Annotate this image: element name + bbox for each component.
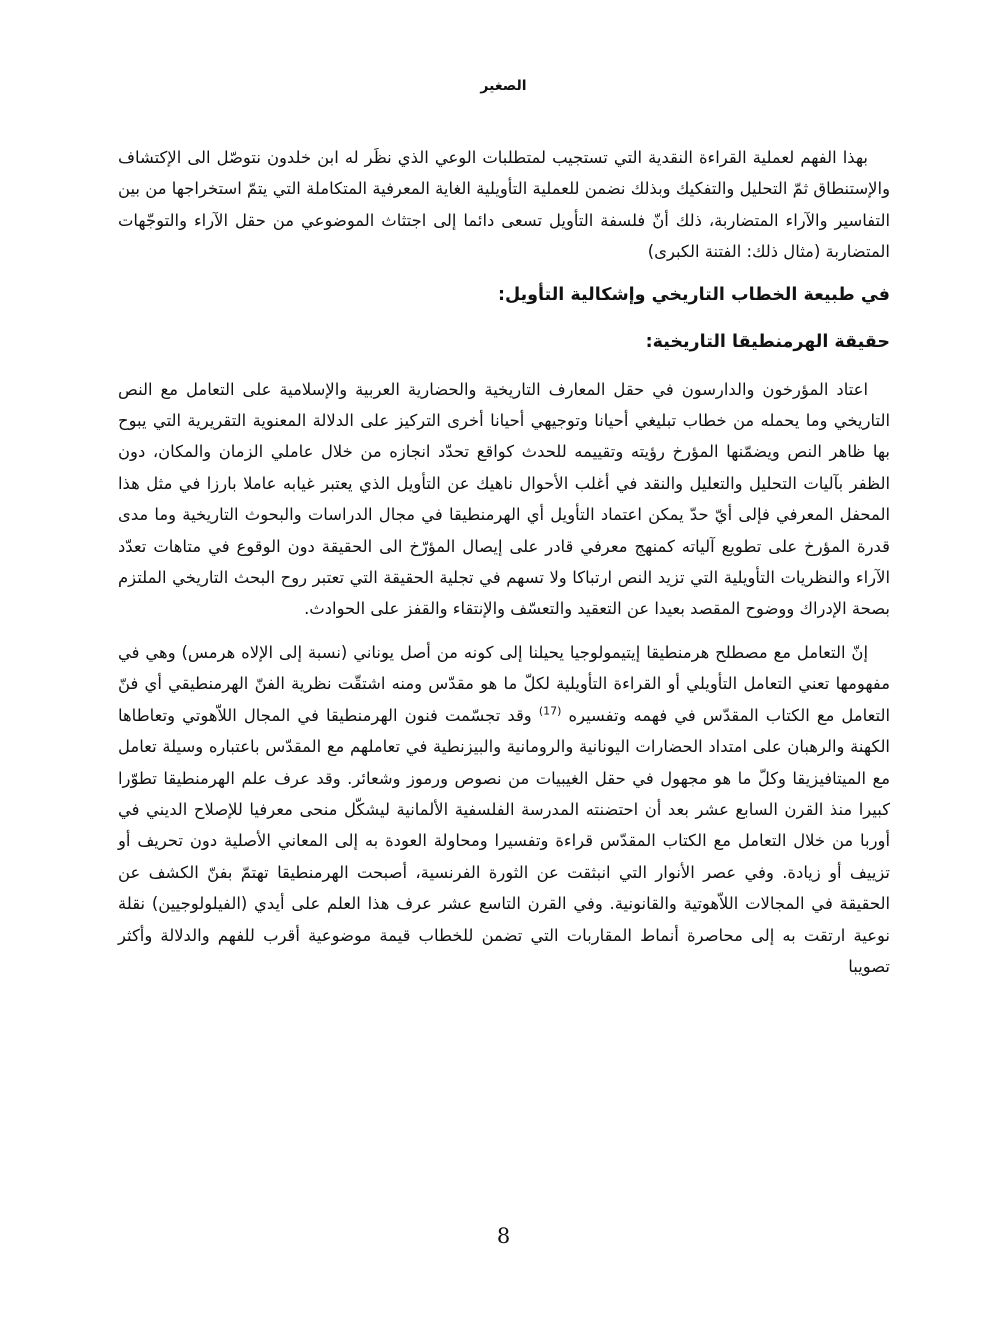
paragraph-hermeneutics-part1: إنّ التعامل مع مصطلح هرمنطيقا إيتيمولوجيا يحيلنا إلى كونه من أصل يوناني (نسبة إلى الإلاه هرمس) وهي في مفهومها تعني التعامل التأويلي أو القراءة التأويلية لكلّ ما هو مقدّس ومنه اشتقّت نظرية الفنّ الهرمنطيقي أي فنّ التعامل مع الكتاب المقدّس في فهمه وتفسيره xyxy=(118,642,890,725)
section-heading: في طبيعة الخطاب التاريخي وإشكالية التأويل: xyxy=(497,284,890,305)
subsection-heading: حقيقة الهرمنطيقا التاريخية: xyxy=(645,331,890,352)
paragraph-intro: بهذا الفهم لعملية القراءة النقدية التي تستجيب لمتطلبات الوعي الذي نظَر له ابن خلدون نتوصّل الى الإكتشاف والإستنطاق ثمّ التحليل والتفكيك وبذلك نضمن للعملية التأويلية الغاية المعرفية المتكاملة التي يتمّ استخراجها من بين التفاسير والآراء المتضاربة، ذلك أنّ فلسفة التأويل تسعى دائما إلى اجتثاث الموضوعي من حقل الآراء والتوجّهات المتضاربة (مثال ذلك: الفتنة الكبرى) xyxy=(118,148,890,262)
running-header: الصغير xyxy=(480,78,527,94)
page-number: 8 xyxy=(496,1224,511,1248)
paragraph-hermeneutics xyxy=(118,637,890,982)
footnote-reference: (17) xyxy=(538,704,562,718)
paragraph-hermeneutics-part2: وقد تجسّمت فنون الهرمنطيقا في المجال اللاّهوتي وتعاطاها الكهنة والرهبان على امتداد الحضارات اليونانية والرومانية والبيزنطية في تعاملهم مع المقدّس باعتباره وسيلة تعامل مع الميتافيزيقا وكلّ ما هو مجهول في حقل الغيبيات من نصوص ورموز وشعائر. وقد عرف علم الهرمنطيقا تطوّرا كبيرا منذ القرن السابع عشر بعد أن احتضنته المدرسة الفلسفية الألمانية ليشكّل منحى معرفيا للإصلاح الديني في أوربا من خلال التعامل مع الكتاب المقدّس قراءة وتفسيرا ومحاولة العودة به إلى المعاني الأصلية دون تحريف أو تزييف أو زيادة. وفي عصر الأنوار التي انبثقت عن الثورة الفرنسية، أصبحت الهرمنطيقا تهتمّ بفنّ الكشف عن الحقيقة في المجالات اللاّهوتية والقانونية. وفي القرن التاسع عشر عرف هذا العلم على أيدي (الفيلولوجيين) نقلة نوعية ارتقت به إلى محاصرة أنماط المقاربات التي تضمن للخطاب قيمة موضوعية أقرب للفهم والدلالة وأكثر تصويبا xyxy=(118,705,890,976)
paragraph-historians: اعتاد المؤرخون والدارسون في حقل المعارف التاريخية والحضارية العربية والإسلامية على التعامل مع النص التاريخي وما يحمله من خطاب تبليغي أحيانا وتوجيهي أحيانا أخرى التركيز على الدلالة المعنوية التقريرية التي يبوح بها ظاهر النص ويضمّنها المؤرخ رؤيته وتقييمه للحدث كواقع تحدّد انجازه من خلال عاملي الزمان والمكان، دون الظفر بآليات التحليل والتعليل والنقد في أغلب الأحوال ناهيك عن التأويل الذي يعتبر غيابه عاملا بارزا في مثل هذا المحفل المعرفي فإلى أيّ حدّ يمكن اعتماد التأويل أي الهرمنطيقا في مجال الدراسات والبحوث التاريخية وما مدى قدرة المؤرخ على تطويع آلياته كمنهج معرفي قادر على إيصال المؤرّخ الى الحقيقة دون الوقوع في متاهات تعدّد الآراء والنظريات التأويلية التي تزيد النص ارتباكا ولا تسهم في تجلية الحقيقة التي تعتبر روح البحث التاريخي الملتزم بصحة الإدراك ووضوح المقصد بعيدا عن التعقيد والتعسّف والإنتقاء والقفز على الحوادث. xyxy=(118,379,890,619)
page-content xyxy=(118,142,890,982)
